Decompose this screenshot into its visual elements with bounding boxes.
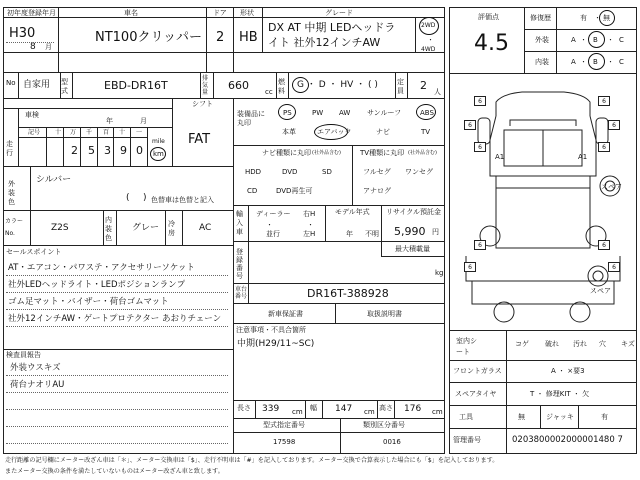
height-label: 高さ bbox=[379, 404, 393, 412]
model-year-unknown: 不明 bbox=[365, 230, 379, 238]
spare-tire-label: スペアタイヤ bbox=[455, 390, 497, 398]
exterior-color: シルバー bbox=[36, 175, 72, 185]
notes-label: 注意事項・不具合箇所 bbox=[236, 326, 306, 334]
repair-dot: ・ bbox=[594, 14, 601, 22]
tire-depth-marker: 6 bbox=[464, 262, 476, 272]
width-label: 幅 bbox=[310, 404, 317, 412]
grade-ext-item: A bbox=[571, 36, 576, 44]
unit-mile: mile bbox=[152, 138, 165, 145]
reg-year-label: 初年度登録年月 bbox=[7, 9, 56, 17]
navi-item: SD bbox=[322, 168, 332, 176]
import-dot: ・ bbox=[266, 221, 273, 229]
repair-yes: 有 bbox=[580, 14, 587, 22]
equipment-item: TV bbox=[421, 128, 431, 136]
insp-year-unit: 年 bbox=[106, 117, 113, 125]
cert-new-label: 新車保証書 bbox=[268, 310, 303, 318]
model-year-label: モデル年式 bbox=[335, 208, 370, 216]
recycle-label: リサイクル預託金 bbox=[386, 208, 442, 216]
equipment-item: AW bbox=[339, 109, 351, 117]
import-parallel: 並行 bbox=[266, 230, 280, 238]
cat-no: 0016 bbox=[383, 438, 401, 446]
tire-depth-marker: 6 bbox=[464, 120, 476, 130]
drive-dash: ・ bbox=[427, 36, 434, 44]
navi-item: HDD bbox=[245, 168, 262, 176]
digit-header: 十 bbox=[55, 129, 62, 136]
repair-label: 修復歴 bbox=[530, 14, 551, 22]
spare-label-2: スペア bbox=[590, 287, 611, 295]
model-year-unit: 年 bbox=[346, 230, 353, 238]
grade-line1: DX AT 中期 LEDヘッドラ bbox=[268, 21, 396, 34]
digit-cell: 9 bbox=[120, 144, 127, 157]
color-no: Z2S bbox=[51, 223, 69, 233]
jack-value: 有 bbox=[601, 413, 608, 421]
insp-month-unit: 月 bbox=[140, 117, 147, 125]
grade-label: グレード bbox=[325, 9, 353, 17]
cc-label: 排気量 bbox=[202, 75, 209, 96]
digit-divider bbox=[46, 127, 47, 166]
fuel-label: 燃料 bbox=[278, 78, 285, 95]
jack-label: ジャッキ bbox=[546, 413, 574, 421]
grade-int-item: B bbox=[593, 58, 598, 66]
inspector-rule bbox=[6, 426, 228, 427]
sales-line: 社外12インチAW・ゲートプロテクター あおりチェーン bbox=[8, 314, 222, 324]
digit-divider bbox=[113, 127, 114, 166]
navi-item: DVD bbox=[282, 168, 298, 176]
width-unit: cm bbox=[364, 408, 375, 416]
cat-no-label: 類別区分番号 bbox=[363, 421, 405, 429]
import-dot-2: ・ bbox=[307, 221, 314, 229]
exterior-note: 色替車は色替と記入 bbox=[151, 196, 214, 204]
digit-header: 百 bbox=[103, 129, 110, 136]
fuel-options: G ・ D ・ HV ・ ( ) bbox=[297, 80, 378, 90]
notes-text: 中期(H29/11~SC) bbox=[237, 339, 315, 349]
grade-dot: ・ bbox=[607, 58, 614, 66]
equipment-item: サンルーフ bbox=[367, 109, 402, 117]
reg-no-label: 登録番号 bbox=[236, 248, 243, 280]
sales-rule bbox=[6, 275, 228, 276]
name-label: 車名 bbox=[124, 9, 138, 17]
shift: FAT bbox=[188, 132, 211, 147]
digit-header: 記号 bbox=[28, 129, 41, 136]
width: 147 bbox=[335, 404, 353, 414]
sales-rule bbox=[6, 292, 228, 293]
exterior-label: 外装色 bbox=[8, 180, 15, 206]
ac-label: 冷房 bbox=[168, 220, 175, 237]
doors: 2 bbox=[216, 30, 225, 45]
grade-dot: ・ bbox=[580, 58, 587, 66]
glass-value: A ・ ×要3 bbox=[551, 367, 585, 375]
model-label: 型式 bbox=[61, 78, 68, 95]
inspector-label: 検査員報告 bbox=[6, 351, 41, 359]
diagram-a1-right: A1 bbox=[578, 153, 588, 161]
equipment-item: PS bbox=[283, 109, 292, 117]
right-hand: 右H bbox=[303, 210, 316, 218]
max-load-label: 最大積載量 bbox=[395, 245, 430, 253]
seat-item: 破れ bbox=[545, 340, 559, 348]
interior-seat-label: 室内シート bbox=[456, 337, 477, 356]
digit-header: 万 bbox=[70, 129, 77, 136]
seat-item: キズ bbox=[621, 340, 635, 348]
max-load-unit: kg bbox=[435, 269, 444, 277]
reg-year: H30 bbox=[9, 26, 36, 41]
interior-color: グレー bbox=[132, 223, 160, 233]
sales-label: セールスポイント bbox=[6, 248, 62, 256]
tools-value: 無 bbox=[518, 413, 525, 421]
shape-label: 形状 bbox=[240, 9, 254, 17]
exterior-paren-close: ) bbox=[143, 193, 147, 203]
tv-label: TV種類に丸印 bbox=[360, 149, 405, 157]
length-label: 長さ bbox=[237, 404, 251, 412]
height: 176 bbox=[404, 404, 422, 414]
tire-depth-marker: 6 bbox=[608, 262, 620, 272]
sales-line: ゴム足マット・バイザー・荷台ゴムマット bbox=[8, 297, 169, 307]
tire-depth-marker: 6 bbox=[474, 96, 486, 106]
digit-header: 十 bbox=[119, 129, 126, 136]
spare-label-1: スペア bbox=[601, 183, 622, 191]
tire-depth-marker: 6 bbox=[598, 96, 610, 106]
import-dealer: ディーラー bbox=[256, 210, 291, 218]
digit-header: 千 bbox=[86, 129, 93, 136]
navi-sub: (社外品含む) bbox=[312, 150, 341, 156]
sales-rule bbox=[6, 326, 228, 327]
mgmt-label: 管理番号 bbox=[453, 436, 481, 444]
grade-ext-item: B bbox=[593, 36, 598, 44]
tire-depth-marker: 6 bbox=[598, 240, 610, 250]
digit-divider bbox=[63, 127, 64, 166]
grade-dot: ・ bbox=[607, 36, 614, 44]
left-hand: 左H bbox=[303, 230, 316, 238]
shape: HB bbox=[239, 30, 258, 45]
inspector-rule bbox=[6, 392, 228, 393]
seat-item: 汚れ bbox=[573, 340, 587, 348]
navi-item: DVD再生可 bbox=[276, 187, 313, 195]
capacity-label: 定員 bbox=[397, 78, 404, 95]
glass-label: フロントガラス bbox=[453, 367, 502, 375]
tire-depth-marker: 6 bbox=[598, 142, 610, 152]
diagram-a1-left: A1 bbox=[495, 153, 505, 161]
no-label: No bbox=[6, 79, 16, 87]
inspector-rule bbox=[6, 409, 228, 410]
model: EBD-DR16T bbox=[104, 79, 168, 92]
tv-item: アナログ bbox=[363, 187, 391, 195]
digit-divider bbox=[97, 127, 98, 166]
exterior-grade-label: 外装 bbox=[535, 36, 549, 44]
grade-ext-item: C bbox=[619, 36, 624, 44]
cert-manual-label: 取扱説明書 bbox=[367, 310, 402, 318]
equipment-item: エアバック bbox=[317, 128, 352, 136]
twowd: 2WD bbox=[421, 22, 436, 29]
spare-tire-value: T ・ 修理KIT ・ 欠 bbox=[530, 390, 590, 398]
type-no-label: 型式指定番号 bbox=[263, 421, 305, 429]
length: 339 bbox=[262, 404, 280, 414]
tv-sub: (社外品含む) bbox=[408, 150, 437, 156]
digit-cell: 2 bbox=[71, 144, 78, 157]
inspector-rule bbox=[6, 443, 228, 444]
length-unit: cm bbox=[292, 408, 303, 416]
shift-label: シフト bbox=[192, 100, 213, 108]
sales-line: 社外LEDヘッドライト・LEDポジションランプ bbox=[8, 280, 186, 290]
capacity-unit: 人 bbox=[434, 88, 441, 96]
cc: 660 bbox=[228, 79, 249, 92]
tire-depth-marker: 6 bbox=[474, 142, 486, 152]
travel-label: 走行 bbox=[6, 140, 13, 157]
navi-item: CD bbox=[247, 187, 258, 195]
use: 自家用 bbox=[23, 80, 51, 90]
color-no-label: カラーNo. bbox=[5, 218, 24, 237]
digit-header: 一 bbox=[136, 129, 143, 136]
equipment-item: ABS bbox=[420, 109, 434, 117]
tv-item: ワンセグ bbox=[405, 168, 433, 176]
footer-line1: 走行距離の記号欄にメーター改ざん車は「＊」、メーター交換車は「$」、走行不明車は「#」を記入しております。メーター交換で合算表示した場合にも「$」を記入しております。 bbox=[5, 457, 499, 464]
tire-depth-marker: 6 bbox=[474, 240, 486, 250]
seat-item: 穴 bbox=[599, 340, 606, 348]
score: 4.5 bbox=[474, 31, 509, 56]
repair-no: 無 bbox=[603, 14, 610, 22]
grade-int-item: C bbox=[619, 58, 624, 66]
equipment-item: 本革 bbox=[282, 128, 296, 136]
inspector-line: 荷台ナオリAU bbox=[10, 380, 65, 390]
grade-line2: イト 社外12インチAW bbox=[268, 36, 381, 49]
doors-label: ドア bbox=[213, 9, 227, 17]
mgmt-value: 0203800002000001480 7 bbox=[512, 435, 623, 445]
capacity: 2 bbox=[420, 79, 427, 92]
digit-header-line bbox=[18, 137, 148, 138]
equipment-label: 装備品に丸印 bbox=[237, 110, 265, 127]
interior-grade-label: 内装 bbox=[535, 58, 549, 66]
digit-cell: 3 bbox=[104, 144, 111, 157]
cc-unit: cc bbox=[265, 88, 273, 96]
tire-depth-marker: 6 bbox=[608, 120, 620, 130]
unit-km: km bbox=[153, 150, 164, 158]
seat-item: コゲ bbox=[515, 340, 529, 348]
chassis-value: DR16T-388928 bbox=[307, 287, 389, 300]
equipment-item: PW bbox=[312, 109, 324, 117]
interior-label: 内装色 bbox=[105, 216, 112, 242]
equipment-item: ナビ bbox=[376, 128, 390, 136]
digit-divider bbox=[130, 127, 131, 166]
recycle-amount: 5,990 bbox=[394, 225, 426, 238]
tv-item: フルセグ bbox=[363, 168, 391, 176]
type-no: 17598 bbox=[273, 438, 296, 446]
digit-divider bbox=[147, 127, 148, 166]
recycle-unit: 円 bbox=[432, 228, 439, 236]
grade-dot: ・ bbox=[580, 36, 587, 44]
month-unit: 月 bbox=[45, 43, 52, 51]
chassis-label: 車台番号 bbox=[235, 286, 248, 300]
tools-label: 工具 bbox=[459, 413, 473, 421]
sales-line: AT・エアコン・パワステ・アクセサリーソケット bbox=[8, 263, 195, 273]
reg-month: 8 bbox=[30, 42, 36, 52]
navi-label: ナビ種類に丸印 bbox=[262, 149, 311, 157]
grade-int-item: A bbox=[571, 58, 576, 66]
sales-rule bbox=[6, 309, 228, 310]
exterior-paren: ( bbox=[126, 193, 130, 203]
height-unit: cm bbox=[432, 408, 443, 416]
fourwd: 4WD bbox=[421, 46, 436, 53]
digit-divider bbox=[80, 127, 81, 166]
score-label: 評価点 bbox=[478, 13, 499, 21]
inspection-label: 車検 bbox=[25, 111, 39, 119]
digit-cell: 0 bbox=[136, 144, 143, 157]
inspector-rule bbox=[6, 375, 228, 376]
footer-line2: またメーター交換の条件を満たしていないものはメーター改ざん車と致します。 bbox=[5, 468, 224, 475]
inspector-line: 外装ウスキズ bbox=[10, 363, 61, 373]
ac: AC bbox=[199, 223, 212, 233]
import-label: 輸入車 bbox=[236, 210, 243, 236]
digit-cell: 5 bbox=[88, 144, 95, 157]
car-name: NT100クリッパー bbox=[95, 30, 202, 45]
